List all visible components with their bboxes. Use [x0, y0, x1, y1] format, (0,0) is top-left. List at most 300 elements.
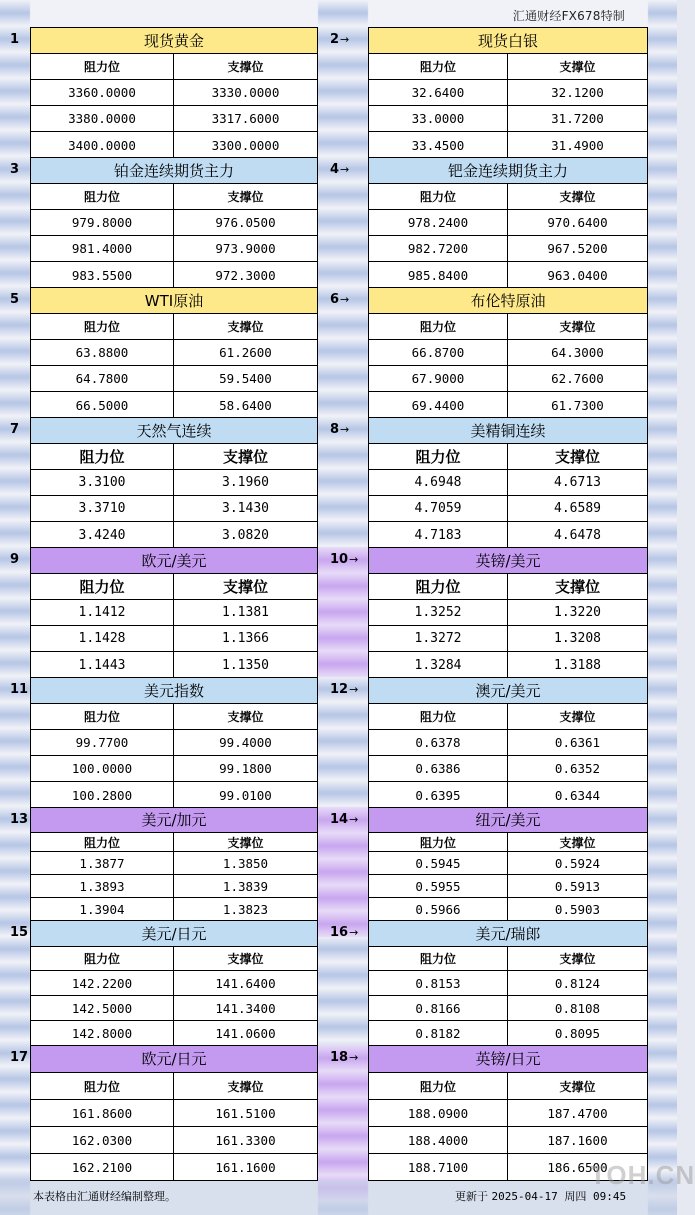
support-header: 支撑位	[559, 952, 596, 966]
level-row	[369, 1100, 647, 1127]
level-row	[369, 340, 647, 366]
support-value: 1.3208	[554, 631, 601, 646]
block-number	[10, 552, 19, 567]
header-row	[31, 54, 317, 80]
resistance-header: 阻力位	[31, 314, 174, 339]
resistance-header: 阻力位	[31, 54, 174, 79]
block-number	[10, 812, 28, 827]
level-row	[369, 875, 647, 898]
support-header: 支撑位	[227, 190, 264, 204]
price-table	[368, 677, 648, 808]
level-row	[31, 80, 317, 106]
header-row	[369, 444, 647, 470]
level-row	[369, 756, 647, 782]
level-row	[369, 210, 647, 236]
level-row	[369, 392, 647, 418]
level-row	[31, 1154, 317, 1181]
resistance-value: 142.8000	[31, 1021, 174, 1046]
arrow-icon: →	[340, 293, 350, 306]
arrow-icon: →	[340, 33, 350, 46]
block-number-text: 2	[330, 32, 340, 47]
resistance-value: 979.8000	[31, 210, 174, 235]
support-header: 支撑位	[559, 60, 596, 74]
resistance-value: 985.8400	[369, 262, 508, 288]
header-row	[31, 314, 317, 340]
level-row	[369, 80, 647, 106]
block-number	[10, 925, 28, 940]
price-table	[30, 547, 318, 678]
resistance-header: 阻力位	[369, 833, 508, 851]
support-value: 4.6589	[554, 501, 601, 516]
resistance-value: 188.7100	[369, 1154, 508, 1181]
support-value: 972.3000	[215, 267, 276, 283]
support-value: 3.1960	[222, 475, 269, 490]
resistance-value: 0.5955	[369, 875, 508, 897]
support-value: 186.6500	[547, 1160, 608, 1175]
level-row	[369, 600, 647, 626]
level-row	[31, 730, 317, 756]
instrument-title: 美元/瑞郎	[369, 921, 647, 947]
price-table	[368, 27, 648, 158]
resistance-value: 64.7800	[31, 366, 174, 391]
instrument-title: 天然气连续	[31, 418, 317, 444]
resistance-value: 69.4400	[369, 392, 508, 418]
instrument-title: 现货黄金	[31, 28, 317, 54]
header-row	[369, 833, 647, 852]
price-table	[30, 677, 318, 808]
support-value: 976.0500	[215, 215, 276, 230]
price-table	[368, 920, 648, 1046]
level-row	[31, 782, 317, 808]
watermark-logo: TOH.CN	[590, 1160, 695, 1190]
support-header: 支撑位	[227, 952, 264, 966]
resistance-value: 161.8600	[31, 1100, 174, 1126]
support-value: 4.6478	[554, 527, 601, 543]
support-value: 3330.0000	[211, 85, 280, 100]
resistance-value: 100.0000	[31, 756, 174, 781]
block-number	[10, 162, 19, 177]
support-value: 0.5924	[554, 855, 601, 871]
arrow-icon: →	[349, 683, 359, 696]
resistance-value: 4.6948	[369, 470, 508, 495]
price-table	[368, 157, 648, 288]
instrument-title: 英镑/美元	[369, 548, 647, 574]
support-header: 支撑位	[227, 835, 264, 850]
level-row	[369, 730, 647, 756]
resistance-value: 1.3893	[31, 875, 174, 897]
support-header: 支撑位	[227, 60, 264, 74]
instrument-title: 美精铜连续	[369, 418, 647, 444]
block-number	[330, 682, 358, 697]
level-row	[31, 996, 317, 1021]
support-header: 支撑位	[559, 1079, 596, 1094]
header-row	[369, 704, 647, 730]
resistance-value: 100.2800	[31, 782, 174, 808]
support-value: 161.3300	[215, 1132, 276, 1148]
level-row	[369, 470, 647, 496]
level-row	[369, 132, 647, 158]
resistance-header: 阻力位	[31, 1073, 174, 1099]
block-number-text: 14	[330, 812, 349, 827]
level-row	[31, 756, 317, 782]
level-row	[31, 652, 317, 678]
resistance-value: 162.0300	[31, 1127, 174, 1153]
resistance-value: 0.8153	[369, 971, 508, 995]
support-value: 99.1800	[219, 761, 272, 776]
support-value: 59.5400	[219, 371, 272, 386]
resistance-header: 阻力位	[369, 54, 508, 79]
header-row	[31, 1073, 317, 1100]
support-value: 0.6352	[554, 761, 601, 776]
level-row	[31, 210, 317, 236]
resistance-header: 阻力位	[369, 184, 508, 209]
block-number	[330, 925, 358, 940]
level-row	[31, 852, 317, 875]
support-value: 141.0600	[215, 1026, 276, 1041]
price-table	[368, 417, 648, 548]
price-table	[30, 920, 318, 1046]
instrument-title: 钯金连续期货主力	[369, 158, 647, 184]
support-value: 970.6400	[547, 215, 608, 230]
block-number	[330, 32, 349, 47]
header-row	[31, 444, 317, 470]
resistance-header: 阻力位	[31, 947, 174, 970]
support-value: 0.8108	[554, 1000, 601, 1016]
support-header: 支撑位	[559, 190, 596, 204]
support-value: 58.6400	[219, 397, 272, 413]
header-row	[31, 704, 317, 730]
support-value: 3.1430	[222, 501, 269, 516]
resistance-value: 1.3877	[31, 852, 174, 874]
instrument-title: WTI原油	[31, 288, 317, 314]
block-number	[10, 422, 19, 437]
block-number	[330, 162, 349, 177]
resistance-header: 阻力位	[369, 444, 508, 469]
support-value: 99.0100	[219, 787, 272, 803]
brand-label: 汇通财经FX678特制	[512, 9, 625, 23]
resistance-header: 阻力位	[369, 704, 508, 729]
support-value: 161.1600	[215, 1160, 276, 1175]
support-value: 1.1350	[222, 657, 269, 673]
resistance-value: 981.4000	[31, 236, 174, 261]
level-row	[31, 522, 317, 548]
block-number	[330, 292, 349, 307]
resistance-value: 66.5000	[31, 392, 174, 418]
resistance-value: 162.2100	[31, 1154, 174, 1181]
support-header: 支撑位	[554, 578, 600, 596]
resistance-header: 阻力位	[31, 574, 174, 599]
level-row	[369, 106, 647, 132]
level-row	[369, 1127, 647, 1154]
level-row	[31, 1100, 317, 1127]
header-row	[369, 1073, 647, 1100]
level-row	[369, 262, 647, 288]
instrument-title: 美元指数	[31, 678, 317, 704]
header-row	[369, 184, 647, 210]
level-row	[369, 496, 647, 522]
arrow-icon: →	[349, 926, 359, 939]
support-value: 61.7300	[551, 397, 604, 413]
block-number-text: 8	[330, 422, 340, 437]
resistance-value: 32.6400	[369, 80, 508, 105]
support-header: 支撑位	[559, 710, 596, 724]
instrument-title: 澳元/美元	[369, 678, 647, 704]
support-header: 支撑位	[222, 578, 268, 596]
block-number	[10, 32, 19, 47]
level-row	[31, 600, 317, 626]
support-value: 1.1381	[222, 605, 269, 620]
support-value: 61.2600	[219, 345, 272, 360]
support-value: 973.9000	[215, 241, 276, 256]
level-row	[369, 522, 647, 548]
block-number-text: 9	[10, 552, 20, 567]
instrument-title: 布伦特原油	[369, 288, 647, 314]
instrument-title: 英镑/日元	[369, 1046, 647, 1073]
support-header: 支撑位	[222, 448, 268, 466]
support-value: 0.8095	[554, 1026, 601, 1041]
support-value: 1.3220	[554, 605, 601, 620]
support-header: 支撑位	[227, 320, 264, 334]
support-value: 1.1366	[222, 631, 269, 646]
resistance-value: 0.6378	[369, 730, 508, 755]
level-row	[369, 996, 647, 1021]
level-row	[31, 898, 317, 921]
resistance-value: 1.3904	[31, 898, 174, 921]
support-value: 187.4700	[547, 1105, 608, 1121]
resistance-value: 142.2200	[31, 971, 174, 995]
resistance-value: 3.3100	[31, 470, 174, 495]
level-row	[369, 971, 647, 996]
resistance-value: 0.8166	[369, 996, 508, 1020]
resistance-header: 阻力位	[369, 1073, 508, 1099]
updated-time: 2025-04-17 周四 09:45	[491, 1190, 627, 1203]
support-header: 支撑位	[559, 320, 596, 334]
block-number-text: 5	[10, 292, 20, 307]
resistance-value: 1.1443	[31, 652, 174, 678]
level-row	[31, 496, 317, 522]
support-header: 支撑位	[559, 835, 596, 850]
block-number	[330, 1050, 358, 1065]
resistance-header: 阻力位	[369, 574, 508, 599]
level-row	[369, 782, 647, 808]
support-value: 0.6344	[554, 787, 601, 803]
level-row	[369, 852, 647, 875]
level-row	[31, 971, 317, 996]
instrument-title: 美元/日元	[31, 921, 317, 947]
instrument-title: 纽元/美元	[369, 808, 647, 833]
level-row	[31, 236, 317, 262]
level-row	[31, 392, 317, 418]
level-row	[31, 1021, 317, 1046]
resistance-value: 33.4500	[369, 132, 508, 158]
block-number-text: 12	[330, 682, 349, 697]
resistance-value: 4.7059	[369, 496, 508, 521]
arrow-icon: →	[349, 813, 359, 826]
instrument-title: 欧元/日元	[31, 1046, 317, 1073]
level-row	[369, 366, 647, 392]
support-header: 支撑位	[554, 448, 600, 466]
support-value: 32.1200	[551, 85, 604, 100]
block-number	[330, 552, 358, 567]
level-row	[31, 366, 317, 392]
support-header: 支撑位	[227, 710, 264, 724]
block-number-text: 18	[330, 1050, 349, 1065]
support-value: 0.8124	[554, 975, 601, 991]
price-table	[368, 547, 648, 678]
support-value: 161.5100	[215, 1105, 276, 1121]
resistance-value: 978.2400	[369, 210, 508, 235]
price-table	[30, 1045, 318, 1181]
block-number	[330, 422, 349, 437]
block-number-text: 13	[10, 812, 29, 827]
updated-prefix: 更新于	[455, 1190, 488, 1203]
instrument-title: 美元/加元	[31, 808, 317, 833]
block-number-text: 6	[330, 292, 340, 307]
block-number-text: 3	[10, 162, 20, 177]
support-value: 31.4900	[551, 137, 604, 153]
support-value: 64.3000	[551, 345, 604, 360]
support-value: 967.5200	[547, 241, 608, 256]
resistance-value: 3380.0000	[31, 106, 174, 131]
resistance-value: 0.8182	[369, 1021, 508, 1046]
support-value: 31.7200	[551, 111, 604, 126]
level-row	[31, 626, 317, 652]
block-number	[10, 292, 19, 307]
header-row	[369, 54, 647, 80]
price-table	[368, 807, 648, 921]
resistance-value: 67.9000	[369, 366, 508, 391]
instrument-title: 现货白银	[369, 28, 647, 54]
resistance-value: 983.5500	[31, 262, 174, 288]
arrow-icon: →	[340, 163, 350, 176]
resistance-value: 63.8800	[31, 340, 174, 365]
block-number-text: 7	[10, 422, 20, 437]
resistance-value: 1.3252	[369, 600, 508, 625]
resistance-header: 阻力位	[31, 833, 174, 851]
resistance-value: 982.7200	[369, 236, 508, 261]
price-table	[30, 287, 318, 418]
resistance-value: 4.7183	[369, 522, 508, 548]
support-value: 1.3839	[222, 878, 269, 894]
resistance-value: 0.6395	[369, 782, 508, 808]
resistance-value: 3.3710	[31, 496, 174, 521]
price-table	[30, 157, 318, 288]
resistance-value: 33.0000	[369, 106, 508, 131]
header-row	[31, 833, 317, 852]
header-row	[369, 314, 647, 340]
level-row	[369, 652, 647, 678]
block-number	[10, 1050, 28, 1065]
block-number	[330, 812, 358, 827]
resistance-value: 0.5945	[369, 852, 508, 874]
resistance-value: 3360.0000	[31, 80, 174, 105]
header-row	[369, 574, 647, 600]
level-row	[369, 898, 647, 921]
support-value: 1.3823	[222, 902, 269, 917]
resistance-value: 188.4000	[369, 1127, 508, 1153]
level-row	[31, 132, 317, 158]
level-row	[31, 262, 317, 288]
header-row	[31, 574, 317, 600]
level-row	[31, 106, 317, 132]
block-number-text: 15	[10, 925, 29, 940]
support-value: 99.4000	[219, 735, 272, 750]
instrument-title: 铂金连续期货主力	[31, 158, 317, 184]
support-value: 1.3188	[554, 657, 601, 673]
resistance-value: 99.7700	[31, 730, 174, 755]
level-row	[369, 626, 647, 652]
block-number-text: 4	[330, 162, 340, 177]
arrow-icon: →	[340, 423, 350, 436]
level-row	[31, 340, 317, 366]
level-row	[31, 1127, 317, 1154]
support-value: 3300.0000	[211, 137, 280, 153]
block-number-text: 11	[10, 682, 29, 697]
block-number-text: 16	[330, 925, 349, 940]
price-table	[30, 807, 318, 921]
support-header: 支撑位	[227, 1079, 264, 1094]
level-row	[369, 1021, 647, 1046]
block-number-text: 10	[330, 552, 349, 567]
support-value: 141.3400	[215, 1000, 276, 1016]
resistance-value: 3.4240	[31, 522, 174, 548]
resistance-value: 142.5000	[31, 996, 174, 1020]
support-value: 0.6361	[554, 735, 601, 750]
resistance-value: 0.5966	[369, 898, 508, 921]
price-table	[30, 417, 318, 548]
support-value: 0.5913	[554, 878, 601, 894]
resistance-value: 3400.0000	[31, 132, 174, 158]
support-value: 141.6400	[215, 975, 276, 991]
support-value: 3.0820	[222, 527, 269, 543]
support-value: 187.1600	[547, 1132, 608, 1148]
support-value: 62.7600	[551, 371, 604, 386]
block-number	[10, 682, 28, 697]
support-value: 1.3850	[222, 855, 269, 871]
level-row	[369, 236, 647, 262]
header-row	[31, 947, 317, 971]
resistance-value: 1.1412	[31, 600, 174, 625]
support-value: 3317.6000	[211, 111, 280, 126]
arrow-icon: →	[349, 553, 359, 566]
resistance-value: 66.8700	[369, 340, 508, 365]
block-number-text: 17	[10, 1050, 29, 1065]
header-row	[31, 184, 317, 210]
resistance-header: 阻力位	[31, 444, 174, 469]
resistance-header: 阻力位	[369, 314, 508, 339]
instrument-title: 欧元/美元	[31, 548, 317, 574]
resistance-value: 1.3284	[369, 652, 508, 678]
arrow-icon: →	[349, 1051, 359, 1064]
footer-note: 本表格由汇通财经编制整理。	[33, 1190, 176, 1203]
support-value: 963.0400	[547, 267, 608, 283]
support-value: 4.6713	[554, 475, 601, 490]
price-table	[30, 27, 318, 158]
resistance-header: 阻力位	[31, 704, 174, 729]
resistance-value: 1.3272	[369, 626, 508, 651]
level-row	[31, 470, 317, 496]
resistance-value: 188.0900	[369, 1100, 508, 1126]
header-row	[369, 947, 647, 971]
price-table	[368, 287, 648, 418]
resistance-header: 阻力位	[31, 184, 174, 209]
resistance-value: 1.1428	[31, 626, 174, 651]
support-value: 0.5903	[554, 902, 601, 917]
block-number-text: 1	[10, 32, 20, 47]
level-row	[31, 875, 317, 898]
resistance-header: 阻力位	[369, 947, 508, 970]
resistance-value: 0.6386	[369, 756, 508, 781]
